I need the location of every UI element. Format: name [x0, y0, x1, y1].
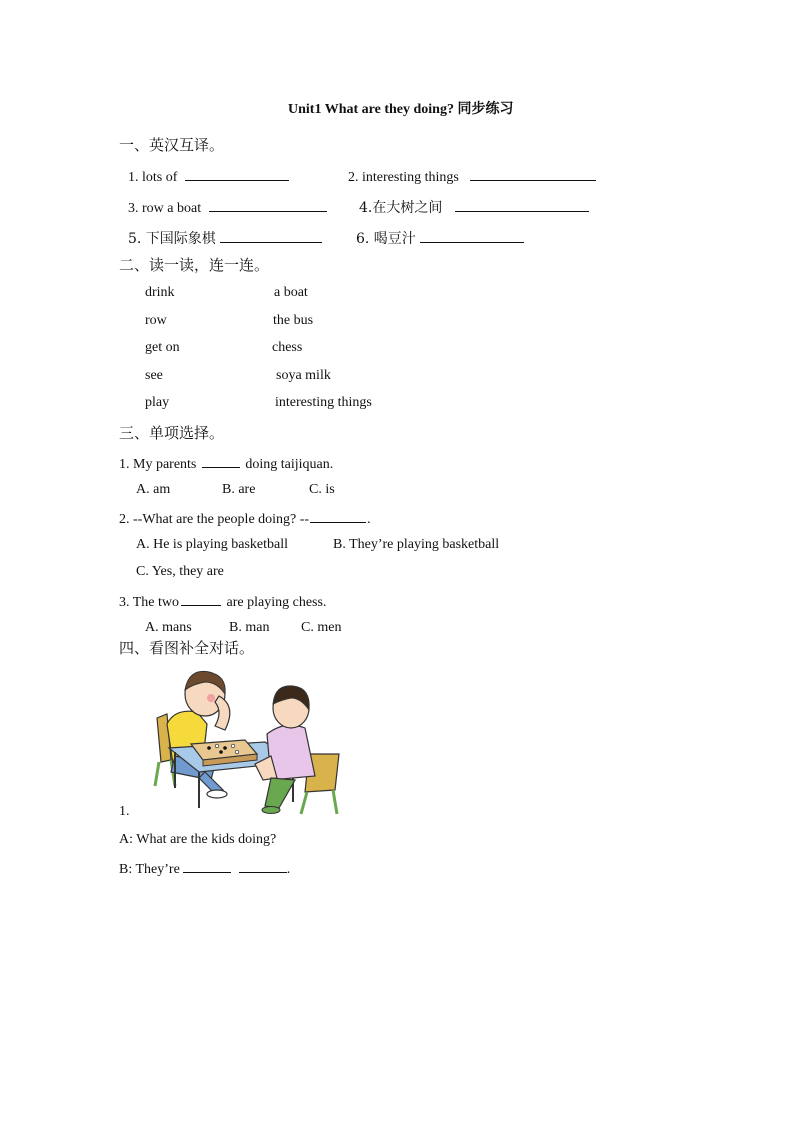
question-1: [119, 454, 333, 473]
question-text: 3. The two: [119, 595, 180, 610]
match-right-5[interactable]: interesting things: [275, 395, 372, 410]
question-text: 1. My parents: [119, 457, 200, 472]
answer-blank-1[interactable]: [183, 859, 231, 873]
answer-blank[interactable]: [181, 592, 221, 606]
section-4-heading: 四、看图补全对话。: [119, 639, 255, 657]
translate-label: 3. row a boat: [128, 201, 202, 216]
dialog-text: .: [286, 862, 291, 877]
answer-blank[interactable]: [420, 229, 524, 243]
option-2c[interactable]: C. Yes, they are: [136, 564, 224, 579]
match-right-1[interactable]: a boat: [274, 285, 308, 300]
translate-label: 6. 喝豆汁: [356, 231, 416, 247]
question-text: doing taijiquan.: [241, 457, 334, 472]
option-2a[interactable]: A. He is playing basketball: [136, 537, 289, 552]
option-3b[interactable]: B. man: [229, 620, 270, 635]
dialog-line-a: A: What are the kids doing?: [119, 832, 277, 847]
option-2b[interactable]: B. They’re playing basketball: [333, 537, 500, 552]
option-1b[interactable]: B. are: [222, 482, 256, 497]
translate-item-1: [128, 167, 289, 186]
section-2-heading: 二、读一读，连一连。: [119, 256, 270, 274]
translate-label: 4.在大树之间: [359, 200, 443, 216]
match-right-4[interactable]: soya milk: [276, 368, 331, 383]
section-3-heading: 三、单项选择。: [119, 424, 225, 442]
answer-blank[interactable]: [310, 509, 366, 523]
option-3c[interactable]: C. men: [301, 620, 342, 635]
translate-item-5: [128, 228, 322, 248]
question-text: 2. --What are the people doing? --: [119, 512, 310, 527]
question-2: [119, 509, 371, 528]
dialog-line-b: [119, 859, 290, 878]
option-1a[interactable]: A. am: [136, 482, 171, 497]
section-1-heading: 一、英汉互译。: [119, 136, 225, 154]
translate-label: 5. 下国际象棋: [128, 231, 216, 247]
match-left-5[interactable]: play: [145, 395, 170, 410]
answer-blank[interactable]: [185, 167, 289, 181]
match-left-3[interactable]: get on: [145, 340, 180, 355]
translate-item-6: [356, 228, 524, 248]
translate-label: 2. interesting things: [348, 170, 459, 185]
match-left-4[interactable]: see: [145, 368, 163, 383]
match-right-2[interactable]: the bus: [273, 313, 314, 328]
question-3: [119, 592, 326, 611]
answer-blank[interactable]: [470, 167, 596, 181]
answer-blank[interactable]: [220, 229, 322, 243]
translate-item-2: [348, 167, 596, 186]
kids-playing-chess-illustration: [145, 668, 345, 816]
answer-blank-2[interactable]: [239, 859, 287, 873]
answer-blank[interactable]: [455, 198, 589, 212]
match-left-2[interactable]: row: [145, 313, 167, 328]
translate-item-4: [359, 197, 589, 217]
match-left-1[interactable]: drink: [145, 285, 175, 300]
question-text: .: [367, 512, 371, 527]
option-1c[interactable]: C. is: [309, 482, 335, 497]
dialog-text: B: They’re: [119, 862, 184, 877]
translate-label: 1. lots of: [128, 170, 178, 185]
answer-blank[interactable]: [202, 454, 240, 468]
match-right-3[interactable]: chess: [272, 340, 303, 355]
answer-blank[interactable]: [209, 198, 327, 212]
translate-item-3: [128, 198, 327, 217]
option-3a[interactable]: A. mans: [145, 620, 192, 635]
dialog-number: 1.: [119, 804, 130, 819]
page-title: Unit1 What are they doing? 同步练习: [288, 102, 514, 117]
question-text: are playing chess.: [223, 595, 327, 610]
